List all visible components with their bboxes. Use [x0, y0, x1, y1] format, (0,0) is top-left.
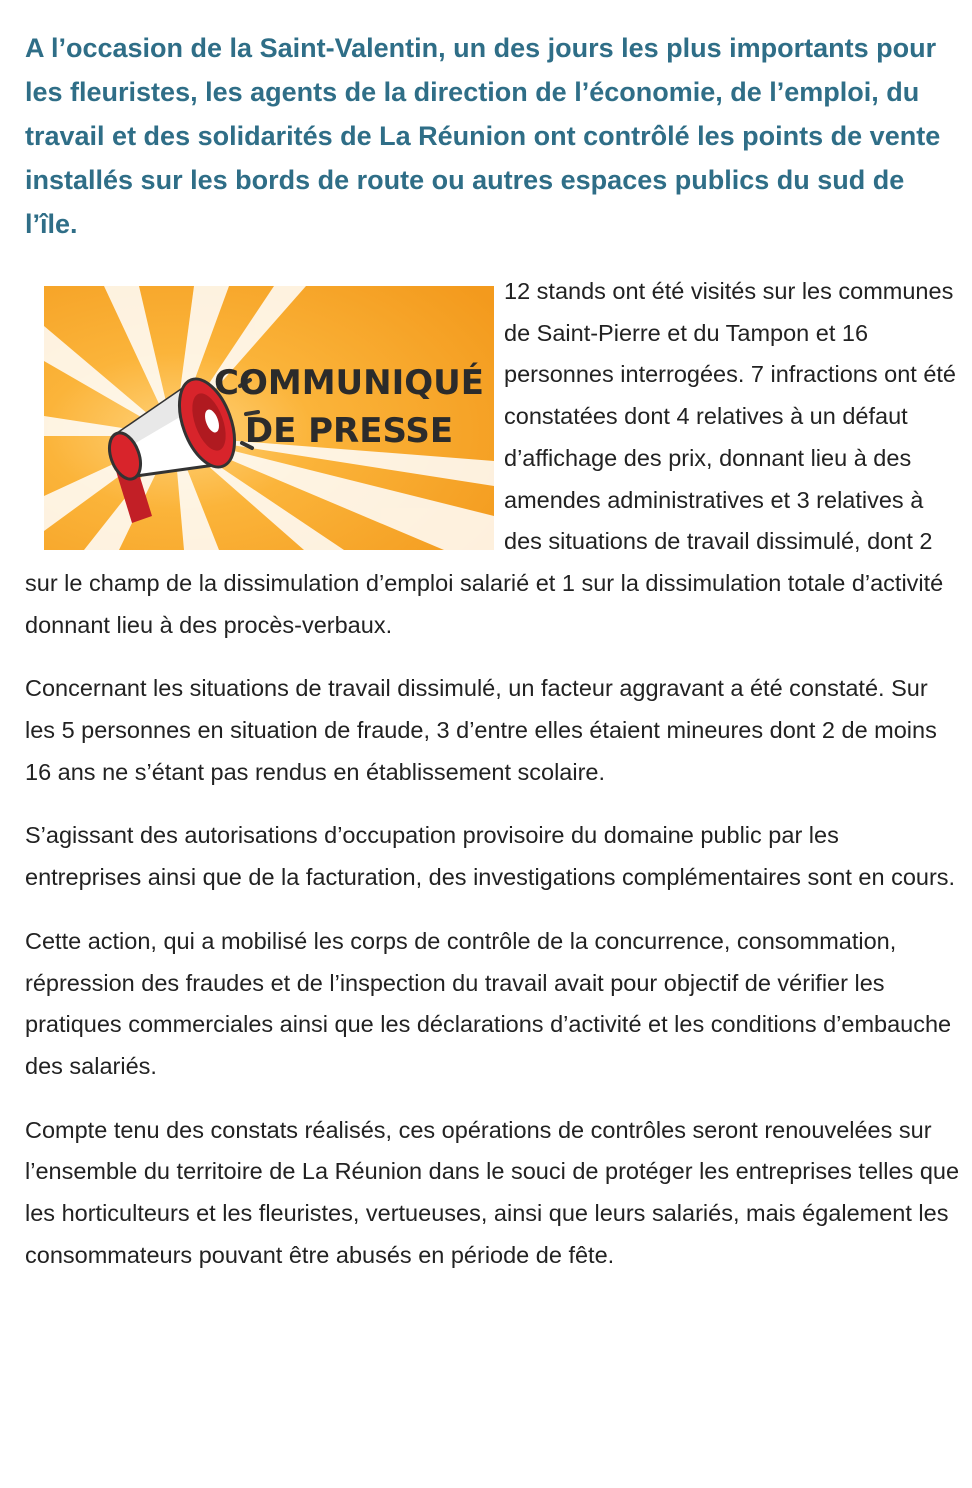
paragraph: 12 stands ont été visités sur les communes de Saint-Pierre et du Tampon et 16 personnes interrogées. 7 infractions ont été constatées dont 4 relatives à un défaut d’affichage des prix, donnant lieu à des amendes administratives et 3 relatives à des situations de travail dissimulé, dont 2 sur le champ de la dissimulation d’emploi salarié et 1 sur la dissimulation totale d’activité donnant lieu à des procès-verbaux.	[25, 278, 956, 638]
paragraph: S’agissant des autorisations d’occupation provisoire du domaine public par les entreprises ainsi que de la facturation, des investigations complémentaires sont en cours.	[25, 822, 956, 891]
press-release-image	[44, 286, 494, 550]
paragraph: Concernant les situations de travail dissimulé, un facteur aggravant a été constaté. Sur les 5 personnes en situation de fraude, 3 d’entre elles étaient mineures dont 2 de moins 16 ans ne s’étant pas rendus en établissement scolaire.	[25, 675, 937, 785]
article-lead: A l’occasion de la Saint-Valentin, un des jours les plus importants pour les fleuristes, les agents de la direction de l’économie, de l’emploi, du travail et des solidarités de La Réunion ont contrôlé les points de vente installés sur les bords de route ou autres espaces publics du sud de l’île.	[25, 33, 941, 239]
press-release-graphic	[44, 286, 494, 550]
paragraph: Cette action, qui a mobilisé les corps de contrôle de la concurrence, consommation, répression des fraudes et de l’inspection du travail avait pour objectif de vérifier les pratiques commerciales ainsi que les déclarations d’activité et les conditions d’embauche des salariés.	[25, 927, 952, 1079]
paragraph: Compte tenu des constats réalisés, ces opérations de contrôles seront renouvelées sur l’ensemble du territoire de La Réunion dans le souci de protéger les entreprises telles que les horticulteurs et les fleuristes, vertueuses, ainsi que leurs salariés, mais également les consommateurs pouvant être abusés en période de fête.	[25, 1116, 960, 1268]
image-title-line1: COMMUNIQUÉ	[214, 363, 484, 403]
article	[25, 26, 960, 1298]
article-body	[25, 271, 960, 1276]
image-title-line2: DE PRESSE	[244, 411, 454, 451]
